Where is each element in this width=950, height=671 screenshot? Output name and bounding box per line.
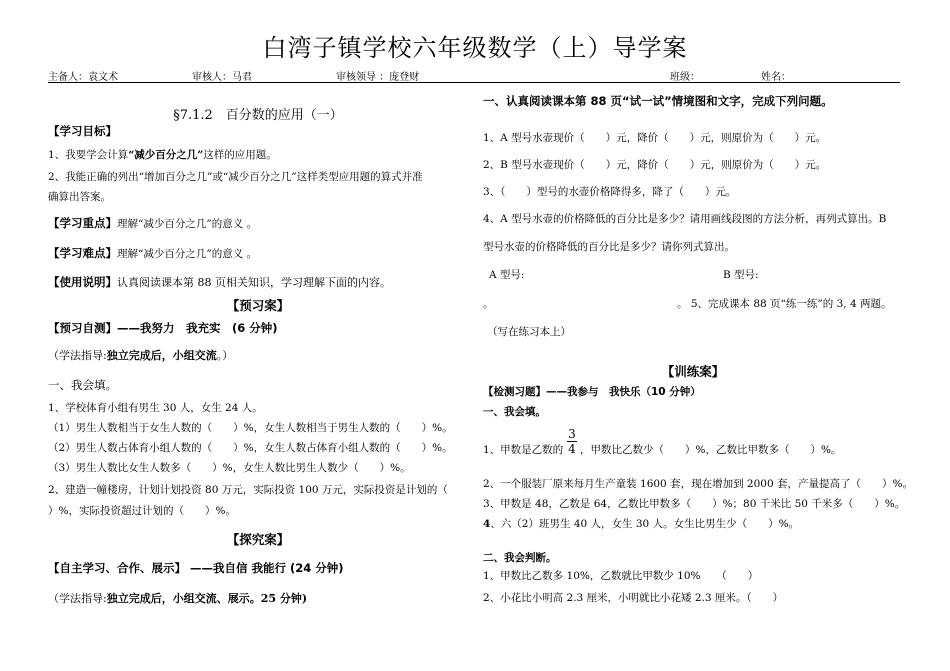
question-2-line-2: ）%，实际投资超过计划的（ ）%。 [48, 505, 236, 517]
name-label: 姓名：________ [761, 72, 831, 83]
usage-text: 认真阅读课本第 88 页相关知识，学习理解下面的内容。 [117, 276, 391, 289]
key-point-text: 理解“减少百分之几”的意义 。 [117, 218, 258, 230]
test-heading: 【检测习题】——我参与 我快乐（10 分钟） [483, 386, 701, 398]
guide-2 [48, 592, 307, 606]
section-title: §7.1.2 百分数的应用（一） [173, 108, 343, 123]
reading-heading: 一、认真阅读课本第 88 页“试一试”情境图和文字，完成下列问题。 [483, 94, 833, 108]
fraction-numerator: 3 [568, 427, 576, 441]
usage-note [48, 275, 391, 290]
header-rule [48, 82, 900, 83]
key-point [48, 216, 257, 232]
test-q1-suffix: ，甲数比乙数少（ ）%，乙数比甲数多（ ）%。 [580, 444, 842, 456]
question-1-1: （1）男生人数相当于女生人数的（ ）%，女生人数相当于男生人数的（ ）%。 [48, 422, 453, 434]
test-q1-prefix: 1、甲数是乙数的 [483, 444, 564, 456]
test-q4-text: 、六（2）班男生 40 人，女生 30 人。女生比男生少（ ）%。 [490, 518, 800, 530]
reading-q4-line-1: 4、A 型号水壶的价格降低的百分比是多少？请用画线段图的方法分析，再列式算出。B [483, 213, 887, 225]
difficulty-text: 理解“减少百分之几”的意义 。 [117, 248, 258, 260]
self-study-heading: 【自主学习、合作、展示】 ——我自信 我能行 (24 分钟) [48, 561, 344, 575]
guide-1-prefix: （学法指导: [48, 349, 107, 362]
goal-2-line-2: 确算出答案。 [48, 191, 111, 203]
reading-q2: 2、B 型号水壶现价（ ）元，降价（ ）元，则原价为（ ）元。 [483, 159, 827, 171]
difficulty-heading: 【学习难点】 [48, 246, 117, 260]
guide-1-emphasis: 独立完成后，小组交流 [106, 349, 217, 362]
class-label: 班级： [670, 72, 700, 83]
reading-q4-line-2: 型号水壶的价格降低的百分比是多少？请你列式算出。 [483, 241, 735, 253]
goal-1-text: 1、我要学会计算 [48, 149, 129, 161]
usage-heading: 【使用说明】 [48, 275, 117, 289]
self-test-time: (6 分钟) [232, 321, 278, 335]
dot-mark: 。 [483, 298, 494, 310]
reading-q5-note: （写在练习本上） [487, 326, 571, 338]
reading-q3: 3、（ ）型号的水壶价格降得多，降了（ ）元。 [483, 186, 737, 198]
guide-1 [48, 349, 233, 363]
key-point-heading: 【学习重点】 [48, 216, 117, 230]
leader-label: 审核领导 ：庞登财 [336, 72, 420, 83]
guide-1-suffix: 。） [216, 349, 234, 362]
judge-q1: 1、甲数比乙数多 10%，乙数就比甲数少 10% （ ） [483, 570, 759, 582]
test-q4 [483, 517, 799, 531]
self-test-heading [48, 321, 278, 336]
test-fill-heading: 一、我会填。 [483, 406, 546, 418]
reading-q1: 1、A 型号水壶现价（ ）元，降价（ ）元，则原价为（ ）元。 [483, 132, 827, 144]
guide-2-emphasis: 独立完成后，小组交流、展示。25 分钟) [106, 592, 308, 605]
goal-1 [48, 148, 277, 162]
question-1-2: （2）男生人数占体育小组人数的（ ）%，女生人数占体育小组人数的（ ）%。 [48, 442, 453, 454]
header-meta-row [48, 68, 900, 82]
goal-1-tail: 这样的应用题。 [203, 149, 277, 161]
judge-q2: 2、小花比小明高 2.3 厘米，小明就比小花矮 2.3 厘米。（ ） [483, 592, 784, 604]
explore-section-title: 【探究案】 [226, 532, 290, 547]
fill-heading: 一、我会填。 [48, 378, 117, 392]
reading-q5: 。 5、完成课本 88 页“练一练”的 3, 4 两题。 [677, 298, 892, 310]
fraction-denominator: 4 [568, 442, 576, 456]
reviewer-label: 审核人：马君 [192, 72, 252, 83]
b-model-label: B 型号: [723, 269, 759, 281]
training-section-title: 【训练案】 [661, 364, 725, 379]
page-title: 白湾子镇学校六年级数学（上）导学案 [262, 34, 688, 62]
question-1: 1、学校体育小组有男生 30 人，女生 24 人。 [48, 402, 263, 414]
question-2-line-1: 2、建造一幢楼房，计划计划投资 80 万元，实际投资 100 万元，实际投资是计划的（ [48, 484, 448, 496]
a-model-label: A 型号: [489, 269, 525, 281]
goal-2-line-1: 2、我能正确的列出“增加百分之几”或“减少百分之几”这样类型应用题的算式并准 [48, 171, 423, 183]
goal-1-emphasis: “减少百分之几” [128, 149, 204, 161]
preview-section-title: 【预习案】 [226, 298, 290, 313]
goal-heading: 【学习目标】 [48, 124, 117, 138]
question-1-3: （3）男生人数比女生人数多（ ）%，女生人数比男生人数少（ ）%。 [48, 462, 411, 474]
judge-heading: 二、我会判断。 [483, 552, 557, 564]
difficulty-point [48, 246, 257, 262]
test-q2: 2、一个服装厂原来每月生产童装 1600 套，现在增加到 2000 套，产量提高了（ ）%。 [483, 478, 913, 490]
guide-2-prefix: （学法指导: [48, 592, 107, 605]
test-q3: 3、甲数是 48，乙数是 64，乙数比甲数多（ ）%；80 千米比 50 千米多（ ）%。 [483, 498, 906, 510]
preparer-label: 主备人：袁文术 [48, 72, 118, 83]
self-test-text: 【预习自测】——我努力 我充实 [48, 321, 232, 335]
test-q4-number: 4 [483, 518, 491, 530]
fraction-three-quarters [567, 428, 577, 455]
